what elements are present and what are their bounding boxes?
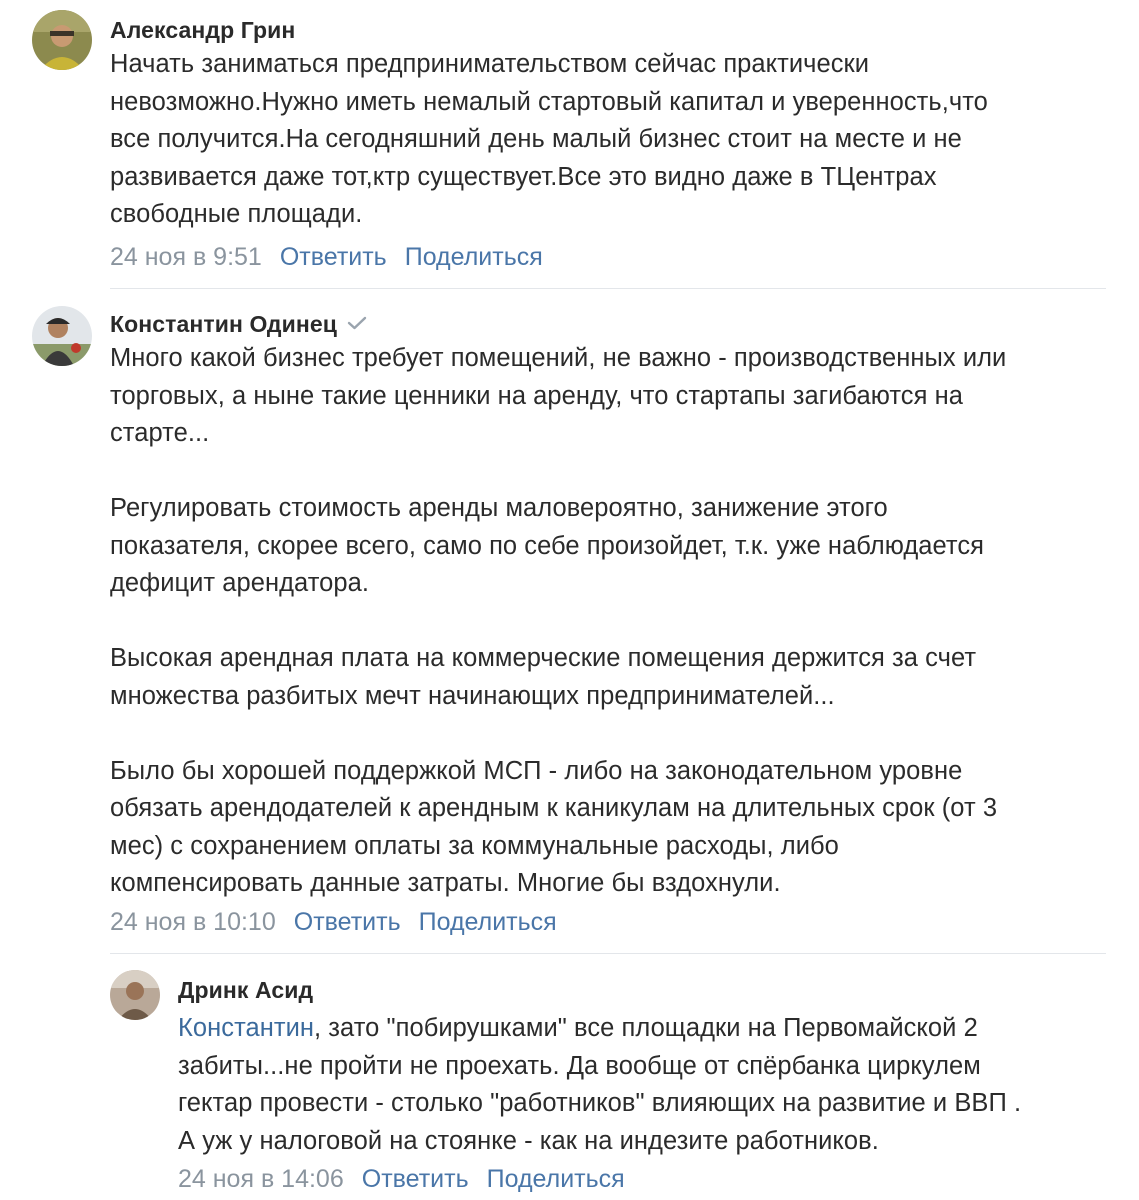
author-name[interactable]: Константин Одинец <box>110 311 337 337</box>
author-name[interactable]: Александр Грин <box>110 17 296 43</box>
comment-text: Много какой бизнес требует помещений, не важно - производственных или торговых, а ныне такие ценники на аренду, что стартапы загибаются на старте... Регулировать стоимость аренды маловероятно, занижение этого показателя, скорее всего, само по себе произойдет, т.к. уже наблюдается дефицит арендатора. Высокая арендная плата на коммерческие помещения держится за счет множества разбитых мечт начинающих предпринимателей... Было бы хорошей поддержкой МСП - либо на законодательном уровне обязать арендодателей к арендным к каникулам на длительных срок (от 3 мес) с сохранением оплаты за коммунальные расходы, либо компенсировать данные затраты. Многие бы вздохнули. <box>110 344 1007 897</box>
reply-button[interactable]: Ответить <box>293 908 401 936</box>
share-button[interactable]: Поделиться <box>404 243 543 271</box>
comment-author[interactable] <box>110 17 295 44</box>
comment-date[interactable]: 24 ноя в 10:10 <box>110 908 276 936</box>
user-avatar-icon[interactable] <box>32 10 92 70</box>
comment-body: , зато "побирушками" все площадки на Первомайской 2 забиты...не пройти не проехать. Да вообще от спёрбанка циркулем гектар провести - столько "работников" влияющих на развитие и ВВП . А уж у налоговой на стоянке - как на индезите работников. <box>178 1014 1022 1155</box>
user-avatar-icon[interactable] <box>32 306 92 366</box>
user-avatar-icon[interactable] <box>110 970 160 1020</box>
reply-button[interactable]: Ответить <box>361 1165 469 1193</box>
comment-meta <box>178 1165 643 1194</box>
comment-author[interactable] <box>178 977 313 1004</box>
divider <box>110 953 1106 954</box>
comment-date[interactable]: 24 ноя в 14:06 <box>178 1165 344 1193</box>
mention-link[interactable]: Константин <box>178 1014 315 1042</box>
author-name[interactable]: Дринк Асид <box>178 977 314 1003</box>
divider <box>110 288 1106 289</box>
share-button[interactable]: Поделиться <box>418 908 557 936</box>
share-button[interactable]: Поделиться <box>486 1165 625 1193</box>
comment-text <box>178 1010 1118 1160</box>
checkmark-icon <box>347 310 367 337</box>
comment-meta <box>110 243 561 272</box>
reply-button[interactable]: Ответить <box>279 243 387 271</box>
comment-date[interactable]: 24 ноя в 9:51 <box>110 243 262 271</box>
comment-text: Начать заниматься предпринимательством сейчас практически невозможно.Нужно иметь немалый стартовый капитал и уверенность,что все получится.На сегодняшний день малый бизнес стоит на месте и не развивается даже тот,ктр существует.Все это видно даже в ТЦентрах свободные площади. <box>110 50 988 228</box>
comment-meta <box>110 908 575 937</box>
comment-author[interactable] <box>110 311 367 339</box>
